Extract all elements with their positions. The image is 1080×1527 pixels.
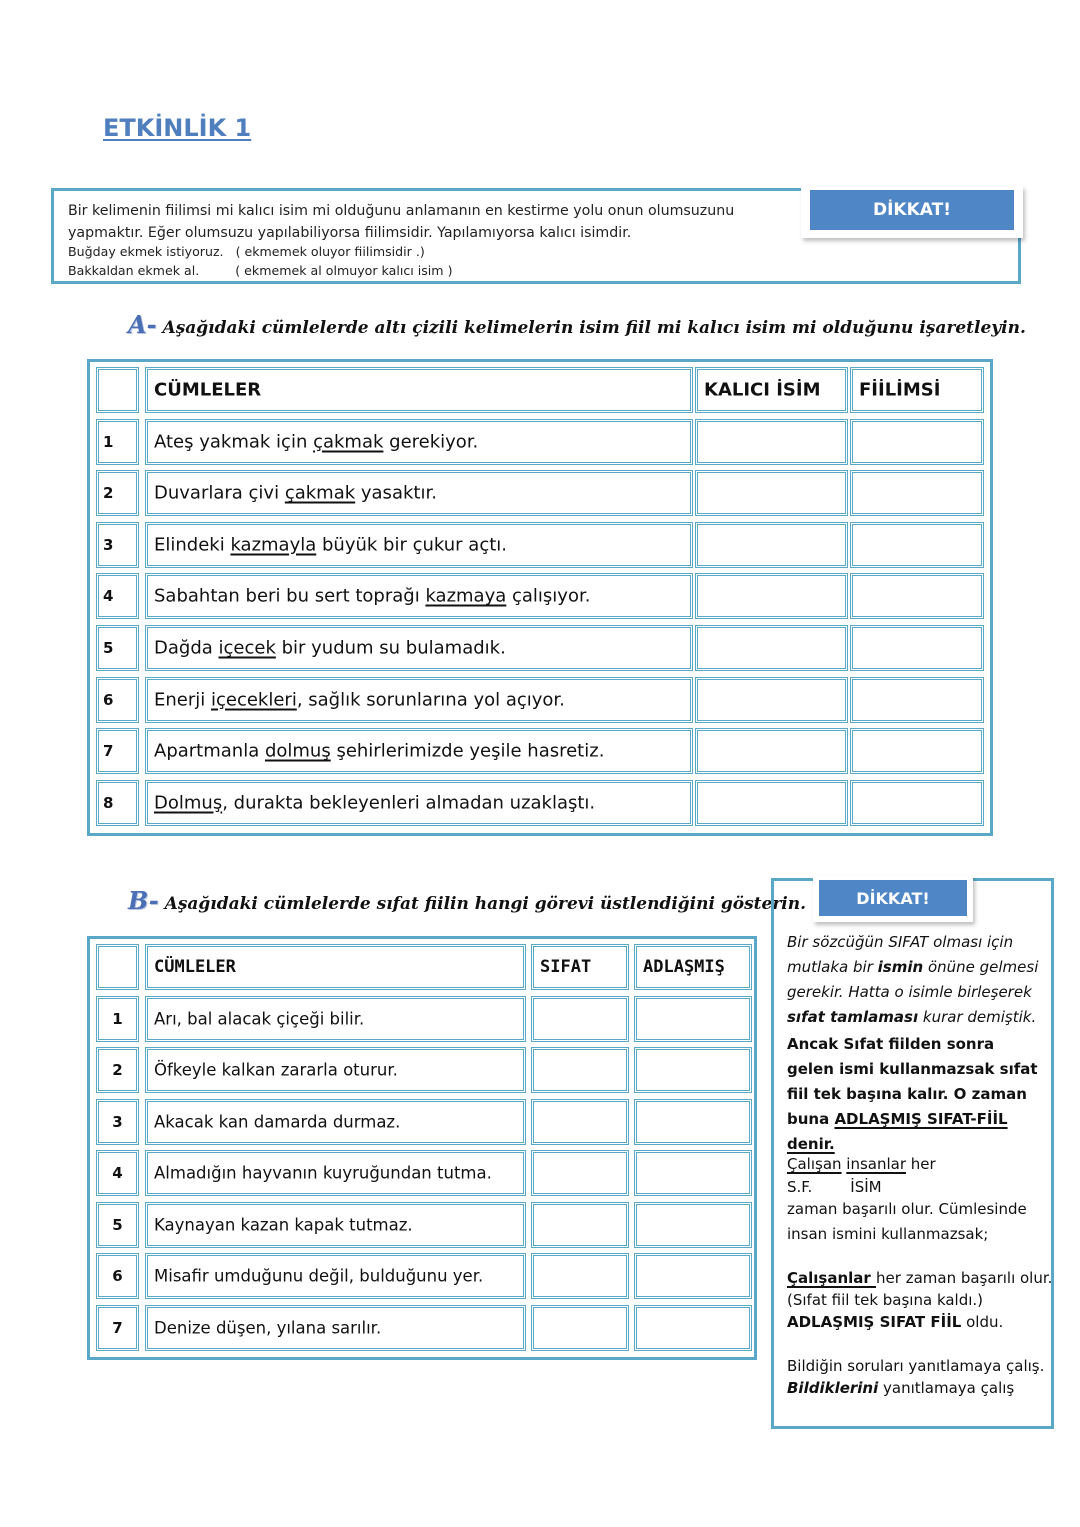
sentence-text xyxy=(154,638,506,659)
table-row-number xyxy=(96,1202,139,1248)
row-number: 1 xyxy=(112,1009,123,1028)
sentence-text xyxy=(154,741,604,762)
fiilimsi-answer-cell[interactable] xyxy=(850,470,984,516)
table-row-number xyxy=(96,470,139,516)
table-a-header-num xyxy=(96,367,139,413)
row-number: 5 xyxy=(103,639,114,657)
sentence-post: şehirlerimizde yeşile hasretiz. xyxy=(330,740,605,762)
sentence-text xyxy=(154,689,565,710)
underlined-word: dolmuş xyxy=(264,740,331,762)
sifat-answer-cell[interactable] xyxy=(531,1150,629,1196)
sentence-post: bir yudum su bulamadık. xyxy=(275,637,506,659)
table-row-sentence xyxy=(145,522,693,568)
table-row-number xyxy=(96,677,139,723)
note-paragraph-2: Ancak Sıfat fiilden sonra gelen ismi kullanmazsak sıfat fiil tek başına kalır. O zaman buna ADLAŞMIŞ SIFAT-FİİL denir. xyxy=(787,1035,1038,1153)
sentence-text xyxy=(154,792,595,813)
kalici-isim-answer-cell[interactable] xyxy=(695,677,848,723)
sifat-answer-cell[interactable] xyxy=(531,1253,629,1299)
fiilimsi-answer-cell[interactable] xyxy=(850,780,984,826)
table-row-sentence xyxy=(145,780,693,826)
section-b-instruction xyxy=(128,886,806,915)
row-number: 2 xyxy=(103,484,114,503)
sentence-text xyxy=(154,534,507,555)
table-row-number xyxy=(96,625,139,671)
adlasmis-answer-cell[interactable] xyxy=(634,1305,752,1351)
table-row-sentence xyxy=(145,573,693,619)
sentence-post: çalışıyor. xyxy=(506,585,591,607)
note-paragraph-1: Bir sözcüğün SIFAT olması için mutlaka bir ismin önüne gelmesi gerekir. Hatta o isimle birleşerek sıfat tamlaması kurar demiştik. xyxy=(787,933,1039,1026)
sentence-pre: Apartmanla xyxy=(154,740,265,762)
section-b-instruction-text: Aşağıdaki cümlelerde sıfat fiilin hangi görevi üstlendiğini gösterin. xyxy=(164,894,807,914)
fiilimsi-answer-cell[interactable] xyxy=(850,522,984,568)
table-b xyxy=(87,936,757,1360)
table-row-number xyxy=(96,728,139,774)
sentence-pre: Ateş yakmak için xyxy=(154,431,314,453)
header-label: KALICI İSİM xyxy=(704,379,821,401)
table-row-sentence xyxy=(145,470,693,516)
table-b-header-sifat xyxy=(531,944,629,990)
table-row-sentence xyxy=(145,677,693,723)
kalici-isim-answer-cell[interactable] xyxy=(695,470,848,516)
dikkat-badge-frame-2 xyxy=(813,876,973,922)
sentence-text xyxy=(154,483,437,504)
row-number: 1 xyxy=(103,432,114,451)
adlasmis-answer-cell[interactable] xyxy=(634,1253,752,1299)
sifat-answer-cell[interactable] xyxy=(531,1099,629,1145)
sentence-text: Almadığın hayvanın kuyruğundan tutma. xyxy=(154,1163,492,1183)
fiilimsi-answer-cell[interactable] xyxy=(850,728,984,774)
underlined-word: kazmaya xyxy=(425,585,507,607)
kalici-isim-answer-cell[interactable] xyxy=(695,419,848,465)
table-row-number xyxy=(96,1047,139,1093)
sentence-post: büyük bir çukur açtı. xyxy=(316,534,508,556)
header-label: ADLAŞMIŞ xyxy=(643,957,725,977)
table-row-number xyxy=(96,1253,139,1299)
underlined-word: kazmayla xyxy=(230,534,317,556)
adlasmis-answer-cell[interactable] xyxy=(634,1202,752,1248)
note-example-labels: S.F. İSİM xyxy=(787,1178,882,1196)
table-row-number xyxy=(96,1150,139,1196)
underlined-word: içecek xyxy=(218,637,276,659)
adlasmis-answer-cell[interactable] xyxy=(634,996,752,1042)
note-example-2-line-1: Çalışanlar her zaman başarılı olur. xyxy=(787,1269,1053,1287)
info-text: Bir kelimenin fiilimsi mi kalıcı isim mi olduğunu anlamanın en kestirme yolu onun olumsuzunu yapmaktır. Eğer olumsuzu yapılabiliyorsa fiilimsidir. Yapılamıyorsa kalıcı isimdir. xyxy=(68,203,735,241)
underlined-word: çakmak xyxy=(313,431,384,453)
kalici-isim-answer-cell[interactable] xyxy=(695,573,848,619)
info-example-2: Bakkaldan ekmek al. ( ekmemek al olmuyor kalıcı isim ) xyxy=(68,263,453,278)
row-number: 6 xyxy=(103,690,114,709)
table-b-header-sentences xyxy=(145,944,526,990)
row-number: 8 xyxy=(103,793,114,812)
sentence-post: , durakta bekleyenleri almadan uzaklaştı. xyxy=(222,792,596,814)
fiilimsi-answer-cell[interactable] xyxy=(850,419,984,465)
header-label: FİİLİMSİ xyxy=(859,379,941,401)
table-row-sentence xyxy=(145,996,526,1042)
sentence-post: , sağlık sorunlarına yol açıyor. xyxy=(296,689,565,711)
kalici-isim-answer-cell[interactable] xyxy=(695,728,848,774)
note-example-3-line-2: Bildiklerini yanıtlamaya çalış xyxy=(787,1379,1015,1397)
table-row-number xyxy=(96,1305,139,1351)
table-row-sentence xyxy=(145,625,693,671)
row-number: 6 xyxy=(112,1267,123,1285)
section-b-letter: B- xyxy=(128,886,159,915)
sentence-pre: Duvarlara çivi xyxy=(154,482,285,504)
dikkat-badge: DİKKAT! xyxy=(810,190,1014,230)
sifat-answer-cell[interactable] xyxy=(531,1047,629,1093)
kalici-isim-answer-cell[interactable] xyxy=(695,625,848,671)
sentence-text: Arı, bal alacak çiçeği bilir. xyxy=(154,1009,365,1028)
table-row-sentence xyxy=(145,1202,526,1248)
row-number: 4 xyxy=(103,587,114,606)
sentence-pre: Sabahtan beri bu sert toprağı xyxy=(154,585,426,607)
table-row-sentence xyxy=(145,1150,526,1196)
sentence-text: Akacak kan damarda durmaz. xyxy=(154,1112,401,1131)
note-example-2-line-2: (Sıfat fiil tek başına kaldı.) xyxy=(787,1291,984,1309)
note-example-2-line-3: ADLAŞMIŞ SIFAT FİİL oldu. xyxy=(787,1313,1004,1331)
table-row-number xyxy=(96,996,139,1042)
header-label: CÜMLELER xyxy=(154,379,262,401)
sifat-answer-cell[interactable] xyxy=(531,1305,629,1351)
table-a-header-sentences xyxy=(145,367,693,413)
sifat-answer-cell[interactable] xyxy=(531,1202,629,1248)
sentence-text xyxy=(154,431,478,452)
table-row-number xyxy=(96,522,139,568)
sentence-text: Denize düşen, yılana sarılır. xyxy=(154,1318,382,1337)
table-row-sentence xyxy=(145,1253,526,1299)
fiilimsi-answer-cell[interactable] xyxy=(850,677,984,723)
table-row-sentence xyxy=(145,1099,526,1145)
sentence-pre: Enerji xyxy=(154,689,211,711)
sentence-post: gerekiyor. xyxy=(383,431,479,453)
header-label: SIFAT xyxy=(540,957,592,977)
table-row-number xyxy=(96,573,139,619)
table-row-sentence xyxy=(145,419,693,465)
row-number: 7 xyxy=(103,742,114,761)
table-a-header-kalici-isim xyxy=(695,367,848,413)
adlasmis-answer-cell[interactable] xyxy=(634,1099,752,1145)
section-a-instruction-text: Aşağıdaki cümlelerde altı çizili kelimelerin isim fiil mi kalıcı isim mi olduğunu işaretleyin. xyxy=(162,318,1026,338)
page-title: ETKİNLİK 1 xyxy=(103,114,252,142)
table-row-sentence xyxy=(145,728,693,774)
row-number: 7 xyxy=(112,1318,123,1337)
sentence-post: yasaktır. xyxy=(355,482,437,504)
adlasmis-answer-cell[interactable] xyxy=(634,1150,752,1196)
note-example-rest: zaman başarılı olur. Cümlesinde insan ismini kullanmazsak; xyxy=(787,1200,1027,1243)
row-number: 5 xyxy=(112,1215,123,1234)
table-b-header-num xyxy=(96,944,139,990)
sifat-answer-cell[interactable] xyxy=(531,996,629,1042)
kalici-isim-answer-cell[interactable] xyxy=(695,780,848,826)
fiilimsi-answer-cell[interactable] xyxy=(850,625,984,671)
table-row-number xyxy=(96,1099,139,1145)
table-row-number xyxy=(96,780,139,826)
header-label: CÜMLELER xyxy=(154,957,236,977)
sentence-text xyxy=(154,586,590,607)
row-number: 3 xyxy=(112,1112,123,1131)
table-a-header-fiilimsi xyxy=(850,367,984,413)
row-number: 4 xyxy=(112,1164,123,1182)
note-example-line-1: Çalışan insanlar her xyxy=(787,1155,936,1173)
underlined-word: Dolmuş xyxy=(154,792,223,814)
sentence-text: Kaynayan kazan kapak tutmaz. xyxy=(154,1215,413,1234)
underlined-word: içecekleri xyxy=(210,689,297,711)
adlasmis-answer-cell[interactable] xyxy=(634,1047,752,1093)
fiilimsi-answer-cell[interactable] xyxy=(850,573,984,619)
table-row-sentence xyxy=(145,1305,526,1351)
sentence-pre: Elindeki xyxy=(154,534,231,556)
kalici-isim-answer-cell[interactable] xyxy=(695,522,848,568)
section-a-letter: A- xyxy=(128,310,157,339)
dikkat-badge-frame xyxy=(801,186,1023,238)
table-row-number xyxy=(96,419,139,465)
sentence-pre: Dağda xyxy=(154,637,219,659)
table-b-header-adlasmis xyxy=(634,944,752,990)
row-number: 3 xyxy=(103,535,114,554)
table-row-sentence xyxy=(145,1047,526,1093)
table-a xyxy=(87,359,993,836)
dikkat-badge-2: DİKKAT! xyxy=(819,880,967,916)
sentence-text: Misafir umduğunu değil, bulduğunu yer. xyxy=(154,1266,484,1286)
section-a-instruction xyxy=(128,310,1026,339)
sentence-text: Öfkeyle kalkan zararla oturur. xyxy=(154,1060,398,1080)
note-example-3-line-1: Bildiğin soruları yanıtlamaya çalış. xyxy=(787,1357,1045,1375)
info-example-1: Buğday ekmek istiyoruz. ( ekmemek oluyor fiilimsidir .) xyxy=(68,244,425,259)
underlined-word: çakmak xyxy=(284,482,356,504)
row-number: 2 xyxy=(112,1061,123,1079)
